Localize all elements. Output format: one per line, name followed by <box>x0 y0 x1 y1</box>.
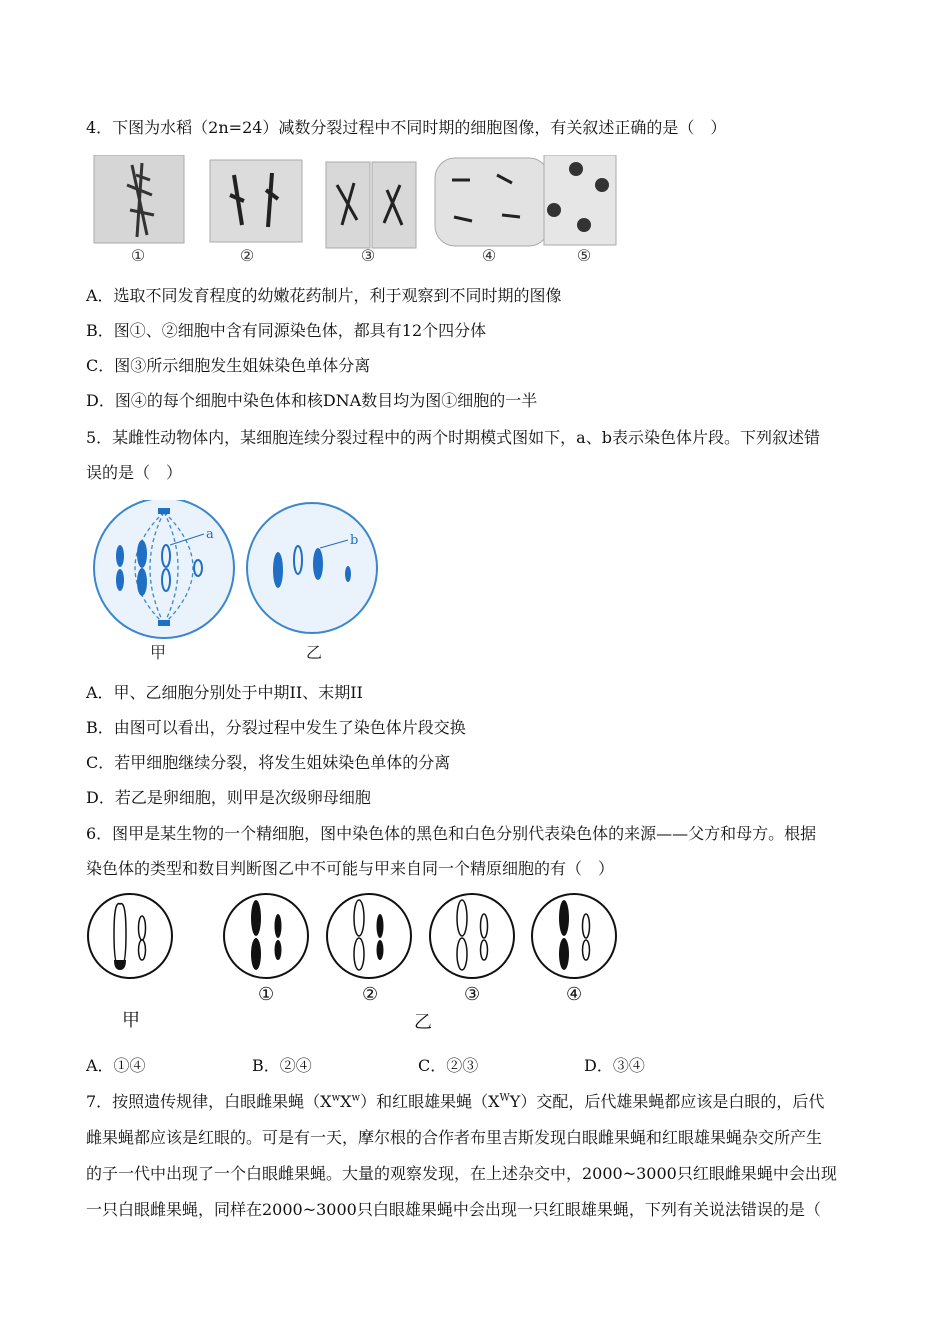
q6-fig-jia: 甲 <box>122 1010 140 1031</box>
q4-label-5: ⑤ <box>576 246 592 265</box>
q6-cell-diagrams <box>86 890 626 1035</box>
q6-label-1: ① <box>258 984 275 1005</box>
q7-line1-b: X <box>340 1092 352 1111</box>
q6-label-3: ③ <box>464 984 481 1005</box>
q4-stem: 4．下图为水稻（2n=24）减数分裂过程中不同时期的细胞图像，有关叙述正确的是（ ） <box>86 118 727 137</box>
q7-line3: 的子一代中出现了一个白眼雌果蝇。大量的观察发现，在上述杂交中，2000~3000只红眼雌果蝇中会出现 <box>86 1164 837 1183</box>
q6-label-4: ④ <box>566 984 583 1005</box>
q4-option-d: D．图④的每个细胞中染色体和核DNA数目均为图①细胞的一半 <box>86 391 538 410</box>
q6-option-a: A．①④ <box>86 1056 146 1075</box>
q6-option-d: D．③④ <box>584 1056 645 1075</box>
q5-label-b: b <box>350 533 359 548</box>
q5-label-a: a <box>206 527 214 542</box>
q4-option-b: B．图①、②细胞中含有同源染色体，都具有12个四分体 <box>86 321 487 340</box>
q4-label-1: ① <box>130 246 146 265</box>
q6-option-b: B．②④ <box>252 1056 312 1075</box>
q6-stem-line2: 染色体的类型和数目判断图乙中不可能与甲来自同一个精原细胞的有（ ） <box>86 859 615 878</box>
q5-option-a: A．甲、乙细胞分别处于中期II、末期II <box>86 683 363 702</box>
q4-option-c: C．图③所示细胞发生姐妹染色单体分离 <box>86 356 371 375</box>
q6-stem-line1: 6．图甲是某生物的一个精细胞，图中染色体的黑色和白色分别代表染色体的来源——父方和母方。根据 <box>86 824 817 843</box>
q7-sup1: w <box>331 1092 341 1104</box>
q5-fig-jia: 甲 <box>150 643 167 662</box>
q4-option-a: A．选取不同发育程度的幼嫩花药制片，利于观察到不同时期的图像 <box>86 286 562 305</box>
q5-option-d: D．若乙是卵细胞，则甲是次级卵母细胞 <box>86 788 371 807</box>
q5-stem-line2: 误的是（ ） <box>86 463 183 482</box>
q6-fig-yi: 乙 <box>414 1012 432 1033</box>
q6-label-2: ② <box>362 984 379 1005</box>
q4-label-4: ④ <box>481 246 497 265</box>
q4-label-3: ③ <box>360 246 376 265</box>
q5-stem-line1: 5．某雌性动物体内，某细胞连续分裂过程中的两个时期模式图如下，a、b表示染色体片段。下列叙述错 <box>86 428 820 447</box>
q7-line1-d: Y）交配，后代雄果蝇都应该是白眼的，后代 <box>509 1092 825 1111</box>
q5-option-b: B．由图可以看出，分裂过程中发生了染色体片段交换 <box>86 718 466 737</box>
q7-sup2: w <box>351 1092 361 1104</box>
q5-cell-diagrams <box>86 500 386 670</box>
q4-label-2: ② <box>239 246 255 265</box>
q7-line1-a: 7．按照遗传规律，白眼雌果蝇（X <box>86 1092 332 1111</box>
q5-option-c: C．若甲细胞继续分裂，将发生姐妹染色单体的分离 <box>86 753 451 772</box>
q7-line1 <box>86 1092 824 1112</box>
q6-option-c: C．②③ <box>418 1056 479 1075</box>
q7-line2: 雌果蝇都应该是红眼的。可是有一天，摩尔根的合作者布里吉斯发现白眼雌果蝇和红眼雄果蝇杂交所产生 <box>86 1128 823 1147</box>
q6-figure <box>86 890 626 1035</box>
q5-fig-yi: 乙 <box>306 643 323 662</box>
q7-sup3: W <box>499 1092 510 1104</box>
q5-figure <box>86 500 386 670</box>
q7-line4: 一只白眼雌果蝇，同样在2000~3000只白眼雄果蝇中会出现一只红眼雄果蝇，下列有关说法错误的是（ <box>86 1200 821 1219</box>
q7-line1-c: ）和红眼雄果蝇（X <box>360 1092 500 1111</box>
